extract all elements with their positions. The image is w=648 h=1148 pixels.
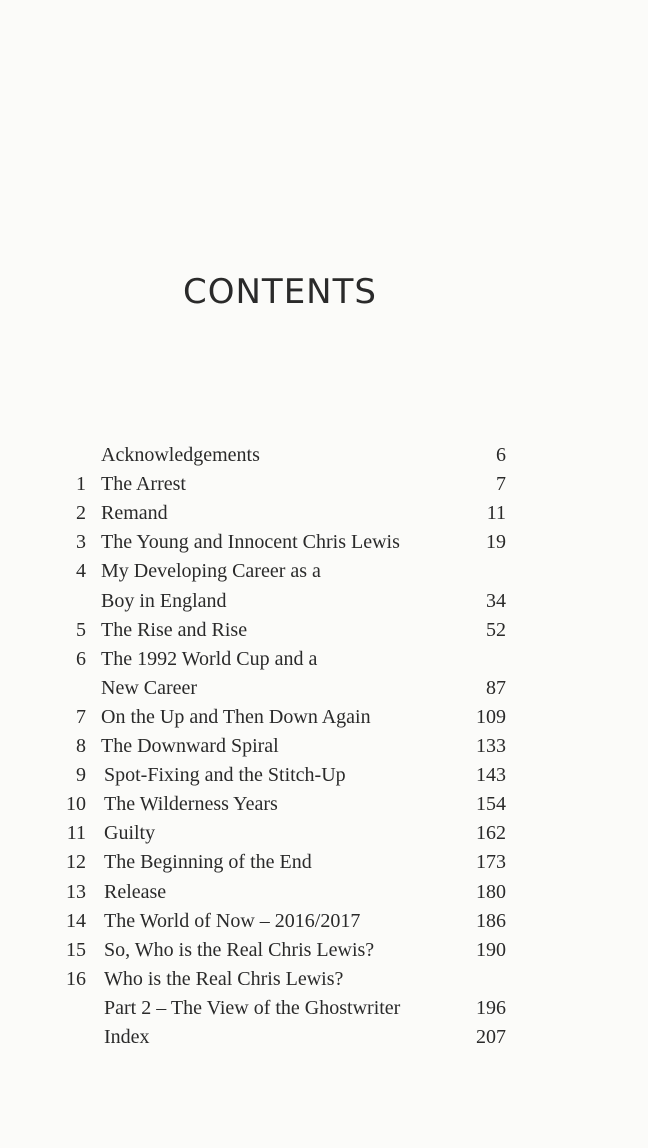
toc-entry-line [0,790,648,819]
chapter-number: 6 [76,647,86,670]
chapter-number: 5 [76,618,86,641]
page-number: 186 [476,909,506,932]
chapter-number: 1 [76,473,86,496]
page-number: 11 [486,502,506,525]
page-number: 109 [476,705,506,728]
chapter-title: The 1992 World Cup and a [101,647,318,670]
chapter-title: The Beginning of the End [104,851,312,874]
chapter-title: Release [104,880,167,903]
toc-entry-line [0,819,648,848]
page-number: 143 [476,764,506,787]
toc-entry-line [0,499,648,528]
toc-entry-line [0,848,648,877]
chapter-number: 4 [76,560,86,583]
chapter-title: So, Who is the Real Chris Lewis? [104,938,375,961]
chapter-number: 10 [66,793,86,816]
chapter-number: 2 [76,502,86,525]
page-number: 7 [496,473,506,496]
toc-entry-line [0,645,648,674]
chapter-title: Boy in England [101,589,227,612]
toc-entry-line [0,470,648,499]
chapter-title: Spot-Fixing and the Stitch-Up [104,764,346,787]
chapter-number: 15 [66,938,86,961]
page-number: 190 [476,938,506,961]
chapter-title: The Young and Innocent Chris Lewis [101,531,400,554]
toc-entry-line [0,528,648,557]
chapter-title: Part 2 – The View of the Ghostwriter [104,996,401,1019]
chapter-title: The Downward Spiral [101,735,279,757]
toc-entry-line [0,587,648,616]
toc-entry-line [0,557,648,586]
page-number: 34 [486,589,506,612]
page-number: 207 [476,1026,506,1048]
toc-entry-line [0,907,648,936]
chapter-number: 13 [66,880,86,903]
toc-entry-line [0,1023,648,1052]
chapter-number: 11 [66,822,86,845]
page-number: 180 [476,880,506,903]
chapter-title: Index [104,1026,150,1048]
toc-entry-line [0,994,648,1023]
chapter-title: The Wilderness Years [104,793,278,816]
toc-entry-line [0,878,648,907]
page-title: CONTENTS [183,272,377,312]
toc-entry-line [0,441,648,470]
toc-entry-line [0,703,648,732]
chapter-number: 14 [66,909,86,932]
toc-entry-line [0,674,648,703]
toc-entry-line [0,936,648,965]
page-number: 173 [476,851,506,874]
toc-entry-line [0,965,648,994]
chapter-title: The World of Now – 2016/2017 [104,909,361,932]
chapter-title: Remand [101,502,168,525]
chapter-number: 7 [76,705,86,728]
chapter-title: The Rise and Rise [101,618,248,641]
page-number: 19 [486,531,506,554]
chapter-title: On the Up and Then Down Again [101,705,371,728]
page-number: 87 [486,676,506,699]
chapter-number: 12 [66,851,86,874]
chapter-title: Guilty [104,822,156,845]
page-number: 52 [486,618,506,641]
toc-entry-line [0,616,648,645]
page-number: 133 [476,735,506,757]
chapter-title: New Career [101,676,198,699]
toc-entry-line [0,732,648,761]
toc-entry-line [0,761,648,790]
page-number: 154 [476,793,506,816]
page-number: 162 [476,822,506,845]
chapter-number: 3 [76,531,86,554]
chapter-title: Acknowledgements [101,444,260,466]
page-number: 6 [496,444,506,466]
chapter-number: 9 [76,764,86,787]
chapter-title: Who is the Real Chris Lewis? [104,967,344,990]
chapter-number: 16 [66,967,86,990]
chapter-number: 8 [76,735,86,757]
chapter-title: My Developing Career as a [101,560,321,583]
chapter-title: The Arrest [101,473,186,496]
page-number: 196 [476,996,506,1019]
